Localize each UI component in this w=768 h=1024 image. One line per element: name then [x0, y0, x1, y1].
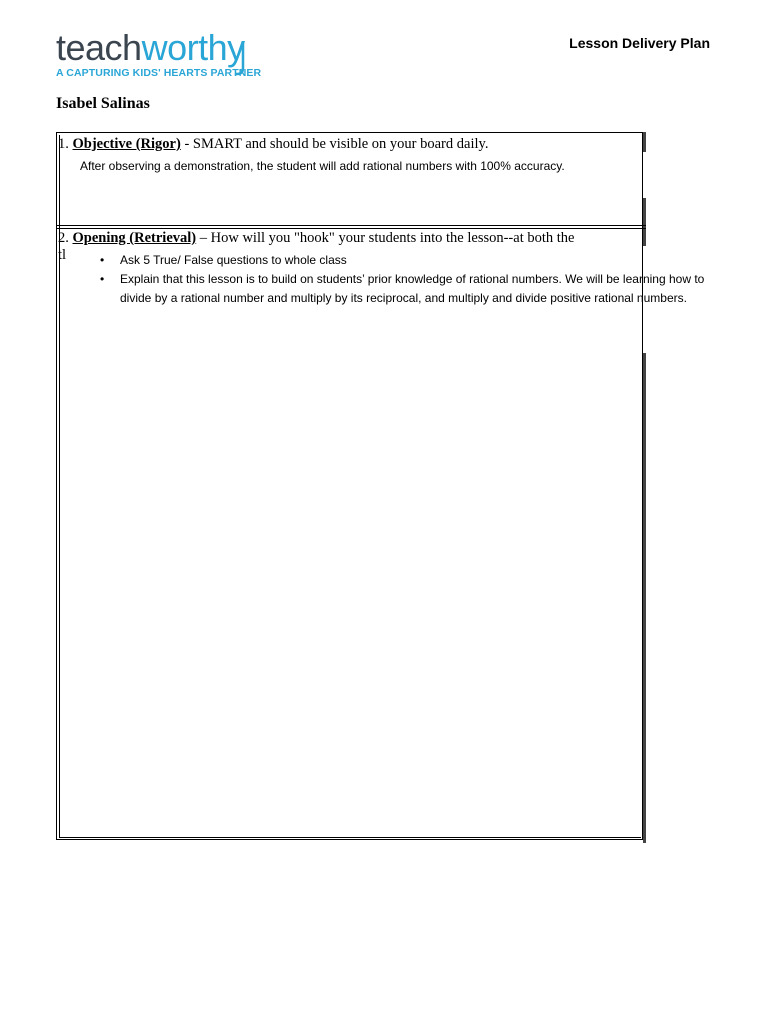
- document-title: Lesson Delivery Plan: [569, 35, 710, 51]
- list-item: • Ask 5 True/ False questions to whole class: [100, 251, 720, 270]
- right-border-segment: [643, 198, 646, 246]
- section-divider: [56, 225, 646, 226]
- cutoff-text: tl: [58, 247, 67, 263]
- right-border-segment: [643, 132, 646, 152]
- logo-tagline: A CAPTURING KIDS' HEARTS PARTNER: [56, 67, 262, 79]
- author-name: Isabel Salinas: [56, 95, 150, 112]
- right-border-segment: [643, 353, 646, 843]
- section-opening-heading: 2. Opening (Retrieval) – How will you "hook" your students into the lesson--at both the: [58, 230, 575, 246]
- objective-text: After observing a demonstration, the student will add rational numbers with 100% accuracy.: [80, 159, 565, 173]
- opening-bullet-list: [100, 251, 720, 308]
- logo-swoosh-icon: [183, 28, 253, 78]
- section-divider: [56, 228, 646, 229]
- logo-wordmark: teachworthy: [56, 27, 245, 68]
- list-item: • Explain that this lesson is to build on students’ prior knowledge of rational numbers. We will be learning how to divide by a rational number and multiply by its reciprocal, and multiply and divide positive rational numbers.: [100, 270, 720, 308]
- section-objective-heading: 1. Objective (Rigor) - SMART and should be visible on your board daily.: [58, 136, 489, 152]
